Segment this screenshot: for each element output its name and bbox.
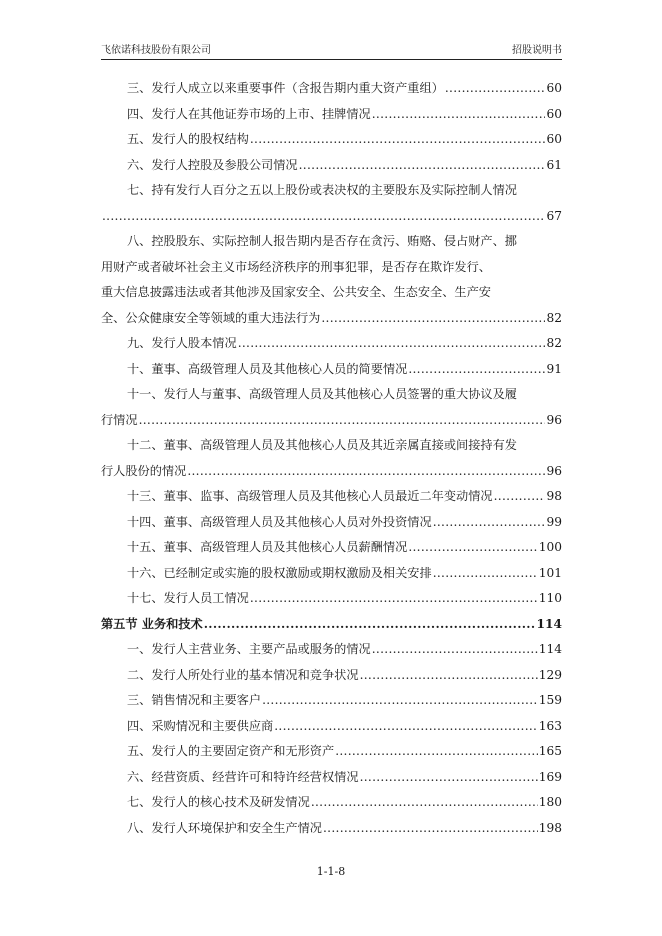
toc-entry-title: 五、发行人的主要固定资产和无形资产 — [127, 744, 335, 758]
toc-entry-title: 十三、董事、监事、高级管理人员及其他核心人员最近二年变动情况 — [127, 489, 493, 503]
toc-entry-title: 七、发行人的核心技术及研发情况 — [127, 795, 310, 809]
toc-page-number: 96 — [546, 463, 562, 478]
dot-leader — [494, 484, 546, 510]
dot-leader — [360, 663, 538, 689]
toc-entry-title-line: 全、公众健康安全等领域的重大违法行为 — [101, 310, 321, 325]
toc-page-number: 60 — [546, 106, 562, 121]
toc-page-number: 114 — [538, 642, 562, 656]
toc-entry-title: 二、发行人所处行业的基本情况和竞争状况 — [127, 667, 359, 682]
dot-leader — [372, 102, 546, 128]
toc-entry[interactable] — [101, 76, 562, 102]
toc-page-number: 60 — [546, 132, 562, 146]
toc-entry-last-line — [101, 204, 562, 230]
toc-entry-last-line — [101, 408, 562, 434]
toc-entry-row — [101, 586, 562, 612]
toc-entry-title-line: 十二、董事、高级管理人员及其他核心人员及其近亲属直接或间接持有发 — [127, 438, 517, 452]
page-number: 1-1-8 — [316, 865, 346, 878]
toc-entry-title: 六、经营资质、经营许可和特许经营权情况 — [127, 769, 359, 784]
toc-entry-title-line: 十一、发行人与董事、高级管理人员及其他核心人员签署的重大协议及履 — [127, 387, 517, 401]
dot-leader — [321, 306, 545, 332]
toc-page-number: 114 — [536, 616, 562, 631]
toc-entry-title: 六、发行人控股及参股公司情况 — [127, 157, 298, 172]
toc-entry-title: 十五、董事、高级管理人员及其他核心人员薪酬情况 — [127, 540, 408, 554]
toc-entry-title: 八、发行人环境保护和安全生产情况 — [127, 820, 322, 835]
toc-page-number: 163 — [538, 718, 562, 733]
company-name: 飞依诺科技股份有限公司 — [101, 45, 211, 56]
toc-entry-title: 十、董事、高级管理人员及其他核心人员的简要情况 — [127, 361, 408, 376]
toc-page-number: 61 — [546, 157, 562, 172]
toc-entry-title-line: 重大信息披露违法或者其他涉及国家安全、公共安全、生态安全、生产安 — [101, 285, 491, 299]
dot-leader — [187, 459, 545, 485]
dot-leader — [250, 127, 546, 153]
dot-leader — [335, 739, 538, 765]
toc-entry[interactable] — [101, 102, 562, 128]
toc-entry[interactable] — [101, 637, 562, 663]
toc-entry-title: 九、发行人股本情况 — [127, 336, 237, 350]
dot-leader — [408, 535, 537, 561]
toc-entry[interactable] — [101, 586, 562, 612]
toc-entry[interactable] — [101, 790, 562, 816]
toc-entry[interactable] — [101, 739, 562, 765]
toc-page-number: 82 — [546, 336, 562, 350]
toc-entry[interactable] — [101, 816, 562, 842]
toc-entry-title-line: 用财产或者破坏社会主义市场经济秩序的刑事犯罪，是否存在欺诈发行、 — [101, 259, 491, 274]
toc-entry[interactable] — [101, 663, 562, 689]
toc-page-number: 91 — [546, 361, 562, 376]
table-of-contents — [101, 76, 562, 841]
dot-leader — [445, 76, 546, 102]
toc-entry[interactable] — [101, 229, 562, 331]
dot-leader — [102, 204, 545, 230]
toc-page-number: 82 — [546, 310, 562, 325]
toc-entry-row — [101, 663, 562, 689]
dot-leader — [372, 637, 538, 663]
dot-leader — [238, 331, 546, 357]
toc-entry[interactable] — [101, 714, 562, 740]
toc-entry-title: 三、发行人成立以来重要事件（含报告期内重大资产重组） — [127, 81, 444, 95]
toc-entry[interactable] — [101, 178, 562, 229]
toc-entry-last-line — [101, 459, 562, 485]
toc-page-number: 98 — [546, 489, 562, 503]
toc-entry-title: 一、发行人主营业务、主要产品或服务的情况 — [127, 642, 371, 656]
toc-page-number: 101 — [538, 565, 562, 580]
toc-page-number: 159 — [538, 693, 562, 707]
dot-leader — [139, 408, 546, 434]
toc-entry-row — [101, 153, 562, 179]
toc-entry-row — [101, 484, 562, 510]
page-header — [101, 43, 562, 59]
toc-entry-title: 四、采购情况和主要供应商 — [127, 718, 274, 733]
toc-entry[interactable] — [101, 688, 562, 714]
dot-leader — [433, 561, 538, 587]
toc-entry-row — [101, 127, 562, 153]
toc-page-number: 100 — [538, 540, 562, 554]
toc-page-number: 180 — [538, 795, 562, 809]
document-type: 招股说明书 — [512, 45, 562, 56]
toc-entry-row — [101, 102, 562, 128]
toc-page-number: 129 — [538, 667, 562, 682]
toc-entry[interactable] — [101, 382, 562, 433]
toc-entry[interactable] — [101, 153, 562, 179]
toc-entry[interactable] — [101, 535, 562, 561]
toc-section-title: 第五节 业务和技术 — [101, 616, 203, 631]
header-divider — [101, 59, 562, 60]
toc-entry-row — [101, 561, 562, 587]
toc-entry-row — [101, 688, 562, 714]
toc-entry[interactable] — [101, 612, 562, 638]
toc-entry-title: 十七、发行人员工情况 — [127, 591, 249, 605]
toc-entry-row — [101, 714, 562, 740]
toc-entry[interactable] — [101, 331, 562, 357]
toc-page-number: 110 — [538, 591, 562, 605]
dot-leader — [360, 765, 538, 791]
dot-leader — [299, 153, 546, 179]
dot-leader — [250, 586, 538, 612]
toc-page-number: 165 — [538, 744, 562, 758]
toc-entry-row — [101, 739, 562, 765]
toc-page-number: 99 — [546, 514, 562, 529]
toc-entry-row — [101, 816, 562, 842]
toc-entry-row — [101, 535, 562, 561]
toc-entry[interactable] — [101, 433, 562, 484]
toc-entry-title: 三、销售情况和主要客户 — [127, 693, 262, 707]
toc-entry-row — [101, 612, 562, 638]
toc-entry[interactable] — [101, 357, 562, 383]
toc-entry-title: 四、发行人在其他证券市场的上市、挂牌情况 — [127, 106, 371, 121]
dot-leader — [262, 688, 538, 714]
dot-leader — [274, 714, 537, 740]
toc-entry-title-line: 八、控股股东、实际控制人报告期内是否存在贪污、贿赂、侵占财产、挪 — [127, 234, 517, 248]
toc-entry-title: 五、发行人的股权结构 — [127, 132, 249, 146]
dot-leader — [204, 612, 536, 638]
toc-entry-title-line: 行人股份的情况 — [101, 463, 187, 478]
toc-entry[interactable] — [101, 484, 562, 510]
toc-page-number: 198 — [538, 820, 562, 835]
toc-entry-row — [101, 331, 562, 357]
dot-leader — [433, 510, 546, 536]
toc-page-number: 169 — [538, 769, 562, 784]
toc-page-number: 96 — [546, 412, 562, 427]
toc-entry-last-line — [101, 306, 562, 332]
dot-leader — [311, 790, 538, 816]
toc-entry-row — [101, 765, 562, 791]
toc-entry-row — [101, 510, 562, 536]
toc-entry-title-line: 七、持有发行人百分之五以上股份或表决权的主要股东及实际控制人情况 — [127, 183, 517, 197]
toc-entry-row — [101, 76, 562, 102]
toc-entry[interactable] — [101, 561, 562, 587]
dot-leader — [408, 357, 545, 383]
toc-entry-row — [101, 637, 562, 663]
toc-entry[interactable] — [101, 127, 562, 153]
toc-entry[interactable] — [101, 765, 562, 791]
toc-entry-row — [101, 790, 562, 816]
toc-entry[interactable] — [101, 510, 562, 536]
toc-entry-title: 十六、已经制定或实施的股权激励或期权激励及相关安排 — [127, 565, 432, 580]
toc-entry-row — [101, 357, 562, 383]
toc-page-number: 60 — [546, 81, 562, 95]
dot-leader — [323, 816, 538, 842]
toc-entry-title-line: 行情况 — [101, 412, 138, 427]
toc-page-number: 67 — [546, 208, 562, 223]
toc-entry-title: 十四、董事、高级管理人员及其他核心人员对外投资情况 — [127, 514, 432, 529]
